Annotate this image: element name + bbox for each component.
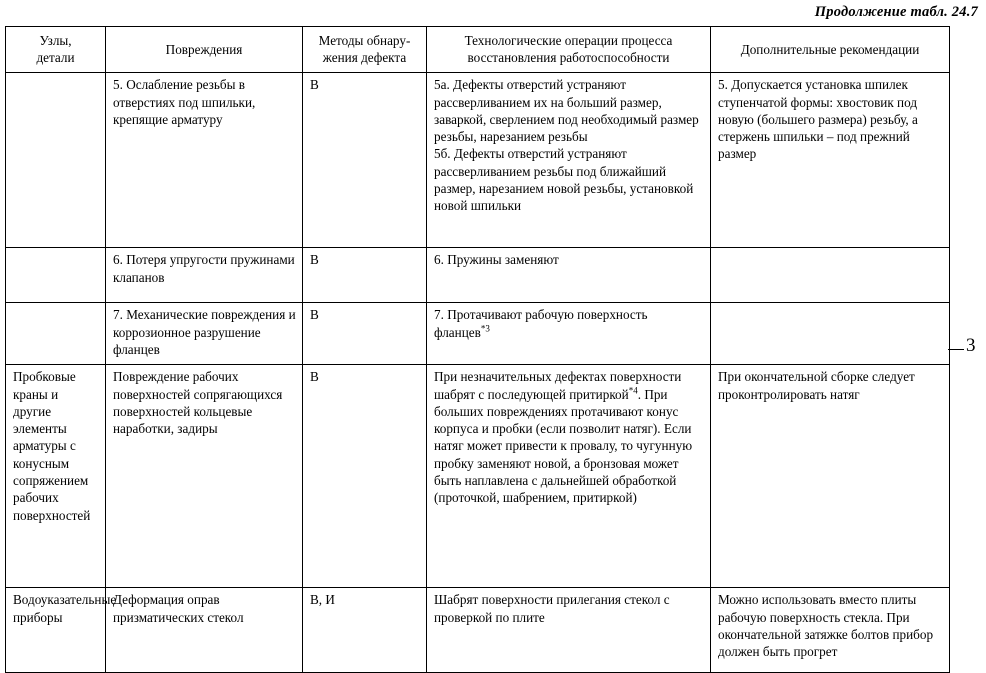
footnote-marker: *3 [480,323,490,334]
cell-detection-method: В [303,248,427,303]
table-row [6,365,950,588]
cell-recommendations [711,248,950,303]
operations-text-part1: При незначительных дефектах поверхности шабрят с последующей притиркой [434,369,682,402]
operations-paragraph: 6. Пружины заменяют [434,252,559,268]
cell-operations [427,588,711,673]
column-header-nodes-line1: Узлы, [39,33,72,48]
cell-operations [427,73,711,248]
column-header-detection-methods-line2: жения дефекта [322,50,407,66]
table-row [6,303,950,365]
cell-damage: Деформация оправ призматических стекол [106,588,303,673]
page-number-rule [948,349,964,350]
cell-recommendations: При окончательной сборке следует проконтролировать натяг [711,365,950,588]
table-row [6,588,950,673]
cell-operations [427,365,711,588]
cell-node: Пробковые краны и другие элементы арматуры с конусным сопряжением рабочих поверхностей [6,365,106,588]
cell-damage: 7. Механические повреждения и коррозионное разрушение фланцев [106,303,303,365]
column-header-nodes [6,27,106,73]
cell-damage: 6. Потеря упругости пружинами клапанов [106,248,303,303]
cell-operations [427,248,711,303]
column-header-detection-methods [303,27,427,73]
cell-detection-method: В [303,303,427,365]
column-header-detection-methods-line1: Методы обнару- [318,33,411,48]
operations-text: 7. Протачивают рабочую поверхность фланцев [434,307,648,340]
cell-node [6,303,106,365]
column-header-nodes-line2: детали [36,50,75,66]
table-row [6,73,950,248]
operations-paragraph [434,368,704,506]
column-header-damages: Повреждения [106,27,303,73]
cell-node [6,73,106,248]
operations-paragraph [434,306,704,341]
table-row [6,248,950,303]
operations-text-part2: . При больших повреждениях протачивают конус корпуса и пробки (если позволит натяг). Если натяг может привести к провалу, то чугунную пробку заменяют новой, а бронзовая может быть наплавлена с дальнейшей обработкой (проточкой, шабрением, притиркой) [434,386,693,506]
cell-damage: Повреждение рабочих поверхностей сопрягающихся поверхностей кольцевые наработки, задиры [106,365,303,588]
cell-operations [427,303,711,365]
column-header-technological-operations-line2: восстановления работоспособности [467,50,670,66]
column-header-additional-recommendations: Дополнительные рекомендации [711,27,950,73]
cell-node [6,248,106,303]
table-header-row [6,27,950,73]
repair-operations-table [5,26,950,673]
cell-node: Водоуказательные приборы [6,588,106,673]
operations-paragraph-a: 5а. Дефекты отверстий устраняют рассверливанием их на больший размер, заваркой, сверлением под необходимый размер резьбы, нарезанием резьбы [434,77,699,145]
cell-detection-method: В, И [303,588,427,673]
page-number: 3 [966,335,976,356]
table-continuation-label: Продолжение табл. 24.7 [814,4,978,20]
cell-recommendations: 5. Допускается установка шпилек ступенчатой формы: хвостовик под новую (большего размера) резьбу, а стержень шпильки – под прежний размер [711,73,950,248]
cell-detection-method: В [303,73,427,248]
cell-recommendations [711,303,950,365]
column-header-technological-operations [427,27,711,73]
cell-recommendations: Можно использовать вместо плиты рабочую поверхность стекла. При окончательной затяжке болтов прибор должен быть прогрет [711,588,950,673]
operations-paragraph-b: 5б. Дефекты отверстий устраняют рассверливанием резьбы под ближайший размер, нарезанием новой резьбы, установкой новой шпильки [434,146,694,214]
column-header-technological-operations-line1: Технологические операции процесса [464,33,673,48]
cell-damage: 5. Ослабление резьбы в отверстиях под шпильки, крепящие арматуру [106,73,303,248]
cell-detection-method: В [303,365,427,588]
operations-paragraph: Шабрят поверхности прилегания стекол с проверкой по плите [434,592,670,625]
footnote-marker: *4 [628,385,638,396]
